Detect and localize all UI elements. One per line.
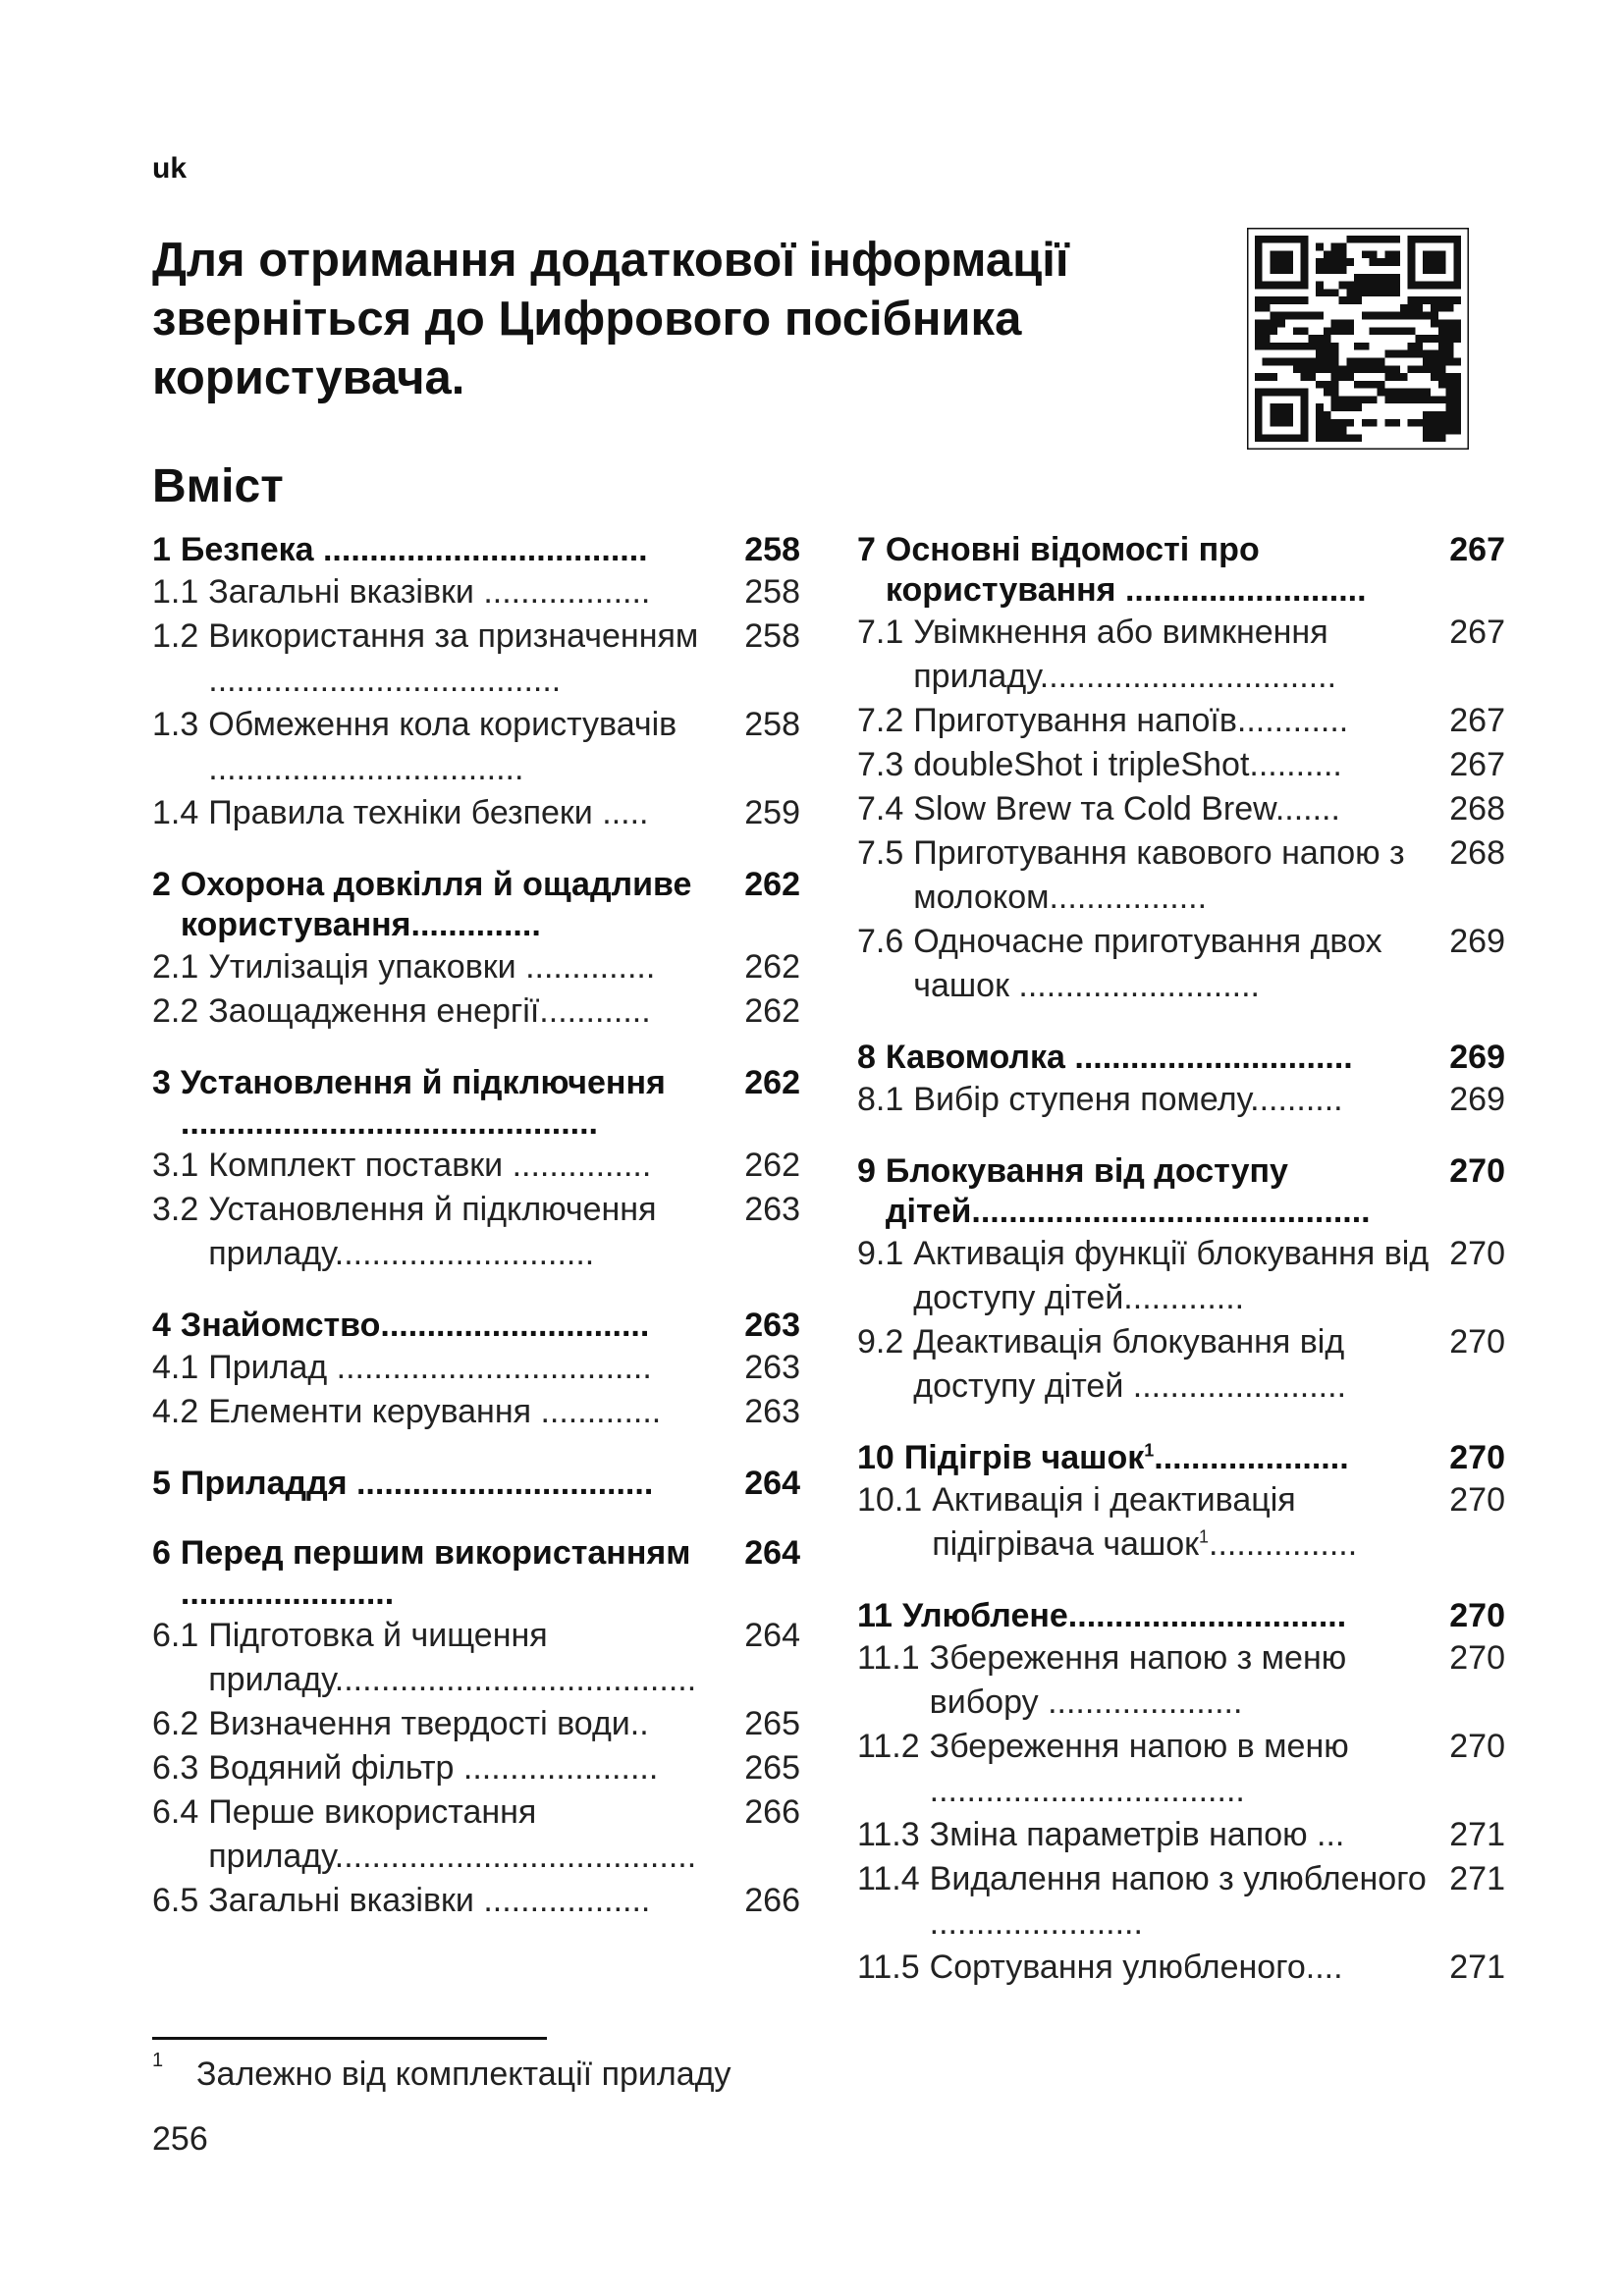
toc-entry-title-text: Визначення твердості води.. <box>208 1705 649 1742</box>
toc-entry-page: 270 <box>1449 1481 1505 1519</box>
toc-chapter-title <box>171 1464 734 1504</box>
toc-entry-title-text: Загальні вказівки .................. <box>208 573 651 611</box>
toc-entry-title-text: Видалення напою з улюбленого ....................... <box>929 1860 1427 1942</box>
toc-chapter[interactable] <box>152 1306 800 1346</box>
toc-entry-title <box>922 1478 1439 1567</box>
toc-entry-title-text: Комплект поставки ............... <box>208 1147 652 1184</box>
toc-chapter-title <box>876 530 1439 611</box>
toc-section <box>857 1038 1505 1122</box>
toc-section <box>152 1063 800 1276</box>
toc-entry-number: 11.5 <box>857 1949 920 1986</box>
toc-chapter-page: 264 <box>744 1534 800 1572</box>
toc-entry[interactable] <box>857 1320 1505 1409</box>
toc-entry-title-text: Активація функції блокування від доступу дітей............. <box>913 1235 1430 1316</box>
toc-section <box>857 1596 1505 1990</box>
toc-entry[interactable] <box>857 831 1505 920</box>
toc-entry[interactable] <box>152 945 800 989</box>
toc-entry-page: 263 <box>744 1393 800 1430</box>
toc-chapter-number: 7 <box>857 531 876 568</box>
toc-entry-title-text: Правила техніки безпеки ..... <box>208 794 649 831</box>
toc-chapter-number: 4 <box>152 1307 171 1344</box>
toc-entry-page: 267 <box>1449 702 1505 739</box>
toc-entry-page: 258 <box>744 573 800 611</box>
toc-entry-title-text: Активація і деактивація підігрівача чашок <box>932 1481 1296 1563</box>
toc-entry-title <box>198 791 734 835</box>
toc-entry[interactable] <box>152 1390 800 1434</box>
toc-entry-page: 265 <box>744 1705 800 1742</box>
toc-entry-number: 1.2 <box>152 617 199 655</box>
toc-entry[interactable] <box>857 920 1505 1008</box>
toc-entry-title <box>920 1857 1440 1946</box>
toc-chapter-number: 2 <box>152 866 171 903</box>
toc-chapter-title-tail: ..................... <box>1154 1439 1349 1476</box>
toc-chapter-number: 9 <box>857 1152 876 1190</box>
toc-chapter-title <box>171 1063 734 1144</box>
toc-chapter-title-text: Підігрів чашок <box>903 1439 1145 1476</box>
toc-entry-number: 9.2 <box>857 1323 904 1361</box>
toc-right-column <box>857 530 1505 2019</box>
toc-chapter-number: 10 <box>857 1439 894 1476</box>
toc-entry-number: 8.1 <box>857 1081 904 1118</box>
toc-entry[interactable] <box>152 570 800 614</box>
toc-section <box>857 1438 1505 1567</box>
toc-entry-number: 11.3 <box>857 1816 920 1853</box>
toc-entry-page: 271 <box>1449 1949 1505 1986</box>
toc-entry-page: 269 <box>1449 923 1505 960</box>
toc-entry-title <box>920 1636 1440 1725</box>
toc-entry-page: 270 <box>1449 1728 1505 1765</box>
toc-entry-number: 11.1 <box>857 1639 920 1677</box>
toc-chapter[interactable] <box>857 530 1505 611</box>
toc-entry-page: 266 <box>744 1793 800 1831</box>
toc-section <box>857 530 1505 1008</box>
toc-chapter-title-text: Перед першим використанням ....................... <box>180 1534 691 1612</box>
toc-entry-title <box>198 703 734 791</box>
toc-entry-page: 266 <box>744 1882 800 1919</box>
toc-chapter-page: 262 <box>744 866 800 903</box>
toc-chapter-number: 6 <box>152 1534 171 1572</box>
toc-entry-number: 7.1 <box>857 614 904 651</box>
toc-entry-title-text: Збереження напою з меню вибору ..................... <box>929 1639 1347 1721</box>
toc-entry-page: 262 <box>744 1147 800 1184</box>
toc-entry-title <box>903 787 1439 831</box>
toc-section <box>857 1151 1505 1409</box>
toc-entry-title-text: Сортування улюбленого.... <box>929 1949 1343 1986</box>
toc-entry-title <box>198 1746 734 1790</box>
toc-entry-title-text: Прилад .................................. <box>208 1349 652 1386</box>
toc-entry-title-text: Перше використання приладу....................................... <box>208 1793 697 1875</box>
toc-entry-title <box>920 1813 1440 1857</box>
toc-entry[interactable] <box>152 1188 800 1276</box>
toc-entry-number: 7.2 <box>857 702 904 739</box>
footnote-reference: 1 <box>1144 1440 1155 1461</box>
toc-entry-title-text: Підготовка й чищення приладу....................................... <box>208 1617 697 1698</box>
toc-entry-title <box>198 989 734 1034</box>
toc-chapter-page: 270 <box>1449 1152 1505 1190</box>
toc-entry-title <box>198 1188 734 1276</box>
toc-entry-title <box>903 743 1439 787</box>
toc-entry-title-text: Одночасне приготування двох чашок .......................... <box>913 923 1382 1004</box>
toc-chapter-title-text: Охорона довкілля й ощадливе користування.............. <box>180 866 692 943</box>
toc-entry[interactable] <box>857 1636 1505 1725</box>
toc-entry-page: 270 <box>1449 1235 1505 1272</box>
toc-entry-title-text: Деактивація блокування від доступу дітей ....................... <box>913 1323 1347 1405</box>
toc-entry-page: 264 <box>744 1617 800 1654</box>
toc-entry[interactable] <box>152 1702 800 1746</box>
toc-entry-number: 7.6 <box>857 923 904 960</box>
toc-entry[interactable] <box>857 699 1505 743</box>
toc-chapter-page: 270 <box>1449 1597 1505 1634</box>
toc-entry-title <box>198 945 734 989</box>
toc-chapter-title <box>171 530 734 570</box>
toc-chapter-page: 264 <box>744 1465 800 1502</box>
toc-entry-number: 2.1 <box>152 948 199 986</box>
toc-chapter-title <box>171 865 734 945</box>
toc-chapter-number: 1 <box>152 531 171 568</box>
toc-entry-number: 7.3 <box>857 746 904 783</box>
toc-entry-number: 7.5 <box>857 834 904 872</box>
toc-entry[interactable] <box>857 1857 1505 1946</box>
toc-section <box>152 865 800 1034</box>
toc-chapter[interactable] <box>857 1438 1505 1478</box>
toc-chapter-title <box>171 1306 734 1346</box>
toc-entry-title-text: Приготування напоїв............ <box>913 702 1349 739</box>
toc-chapter-title-text: Приладдя ................................ <box>180 1465 654 1502</box>
toc-chapter[interactable] <box>152 865 800 945</box>
toc-entry-title-text: Приготування кавового напою з молоком................. <box>913 834 1405 916</box>
toc-entry-title-text: Елементи керування ............. <box>208 1393 662 1430</box>
toc-entry-title <box>198 570 734 614</box>
toc-entry-number: 6.1 <box>152 1617 199 1654</box>
toc-entry-page: 267 <box>1449 746 1505 783</box>
qr-code[interactable] <box>1247 228 1469 450</box>
toc-entry-number: 1.4 <box>152 794 199 831</box>
toc-entry-page: 265 <box>744 1749 800 1787</box>
toc-section <box>152 1533 800 1923</box>
toc-entry[interactable] <box>857 743 1505 787</box>
toc-entry-title <box>903 1320 1439 1409</box>
toc-entry[interactable] <box>152 1614 800 1702</box>
toc-entry-title <box>903 920 1439 1008</box>
toc-chapter-page: 262 <box>744 1064 800 1101</box>
toc-chapter[interactable] <box>152 1533 800 1614</box>
toc-chapter-number: 8 <box>857 1039 876 1076</box>
toc-entry-page: 268 <box>1449 790 1505 828</box>
toc-entry-title-text: Водяний фільтр ..................... <box>208 1749 659 1787</box>
toc-entry-title <box>903 1078 1439 1122</box>
toc-entry-title <box>198 1614 734 1702</box>
toc-entry-title-text: Загальні вказівки .................. <box>208 1882 651 1919</box>
toc-chapter-title-text: Безпека ................................... <box>180 531 648 568</box>
toc-entry[interactable] <box>152 1346 800 1390</box>
toc-entry-title-text: Використання за призначенням ...................................... <box>208 617 699 699</box>
toc-entry-title-text: Увімкнення або вимкнення приладу................................ <box>913 614 1337 695</box>
toc-section <box>152 1306 800 1434</box>
toc-chapter[interactable] <box>857 1151 1505 1232</box>
toc-entry[interactable] <box>857 787 1505 831</box>
toc-entry-title <box>198 1390 734 1434</box>
toc-entry-page: 258 <box>744 706 800 743</box>
toc-chapter-page: 263 <box>744 1307 800 1344</box>
toc-entry[interactable] <box>152 1790 800 1879</box>
toc-entry[interactable] <box>857 611 1505 699</box>
toc-entry-title <box>198 1346 734 1390</box>
toc-chapter-page: 270 <box>1449 1439 1505 1476</box>
toc-chapter-title-text: Установлення й підключення ............................................. <box>180 1064 666 1142</box>
toc-entry-page: 271 <box>1449 1816 1505 1853</box>
toc-entry-page: 271 <box>1449 1860 1505 1897</box>
toc-chapter[interactable] <box>152 1063 800 1144</box>
toc-entry-page: 267 <box>1449 614 1505 651</box>
toc-title: Вміст <box>152 460 284 512</box>
toc-chapter[interactable] <box>857 1596 1505 1636</box>
toc-entry[interactable] <box>857 1478 1505 1567</box>
toc-entry-page: 263 <box>744 1191 800 1228</box>
toc-entry-number: 6.3 <box>152 1749 199 1787</box>
toc-entry-page: 270 <box>1449 1639 1505 1677</box>
toc-entry-number: 9.1 <box>857 1235 904 1272</box>
toc-chapter-number: 5 <box>152 1465 171 1502</box>
toc-entry-title-text: doubleShot і tripleShot.......... <box>913 746 1342 783</box>
toc-chapter[interactable] <box>857 1038 1505 1078</box>
toc-entry[interactable] <box>857 1813 1505 1857</box>
toc-entry-title <box>198 1879 734 1923</box>
toc-entry-number: 4.2 <box>152 1393 199 1430</box>
toc-chapter[interactable] <box>152 1464 800 1504</box>
toc-entry-number: 6.4 <box>152 1793 199 1831</box>
toc-entry-title-text: Вибір ступеня помелу.......... <box>913 1081 1343 1118</box>
toc-entry-title <box>920 1725 1440 1813</box>
toc-entry-title-text: Збереження напою в меню .................................. <box>929 1728 1349 1809</box>
toc-entry-page: 268 <box>1449 834 1505 872</box>
toc-entry-title <box>198 614 734 703</box>
toc-chapter-title-text: Кавомолка .............................. <box>885 1039 1353 1076</box>
toc-chapter-title <box>876 1038 1439 1078</box>
toc-entry-title <box>198 1702 734 1746</box>
toc-entry-page: 259 <box>744 794 800 831</box>
toc-entry-title <box>920 1946 1440 1990</box>
toc-chapter-title-text: Блокування від доступу дітей........................................... <box>885 1152 1371 1230</box>
toc-chapter-number: 3 <box>152 1064 171 1101</box>
toc-entry[interactable] <box>152 989 800 1034</box>
toc-section <box>152 530 800 835</box>
footnote-rule <box>152 2037 547 2040</box>
toc-entry-title-text: Заощадження енергії............ <box>208 992 651 1030</box>
toc-chapter-title <box>894 1438 1439 1478</box>
toc-entry-title <box>903 1232 1439 1320</box>
toc-entry-number: 3.1 <box>152 1147 199 1184</box>
footnote-mark: 1 <box>152 2050 164 2071</box>
toc-entry[interactable] <box>152 614 800 703</box>
toc-chapter-title <box>893 1596 1439 1636</box>
toc-entry-title-text: Зміна параметрів напою ... <box>929 1816 1345 1853</box>
footnote-reference: 1 <box>1199 1526 1210 1547</box>
toc-entry[interactable] <box>857 1078 1505 1122</box>
toc-entry-number: 1.1 <box>152 573 199 611</box>
digital-manual-headline: Для отримання додаткової інформації зверніться до Цифрового посібника користувача. <box>152 234 1069 404</box>
toc-entry[interactable] <box>152 1879 800 1923</box>
toc-entry-page: 269 <box>1449 1081 1505 1118</box>
toc-chapter-title-text: Основні відомості про користування .......................... <box>885 531 1367 609</box>
toc-entry-title-text: Обмеження кола користувачів .................................. <box>208 706 677 787</box>
toc-entry-number: 3.2 <box>152 1191 199 1228</box>
toc-entry-number: 7.4 <box>857 790 904 828</box>
toc-left-column <box>152 530 800 1952</box>
toc-entry-page: 262 <box>744 948 800 986</box>
footnote <box>152 2050 731 2094</box>
toc-section <box>152 1464 800 1504</box>
toc-entry[interactable] <box>152 703 800 791</box>
toc-entry-number: 1.3 <box>152 706 199 743</box>
toc-chapter-title-text: Улюблене.............................. <box>901 1597 1347 1634</box>
toc-entry-number: 11.2 <box>857 1728 920 1765</box>
language-code: uk <box>152 152 188 185</box>
toc-chapter-title <box>876 1151 1439 1232</box>
toc-entry-number: 2.2 <box>152 992 199 1030</box>
toc-entry-title <box>903 611 1439 699</box>
toc-entry-title-text: Установлення й підключення приладу............................ <box>208 1191 657 1272</box>
toc-entry-title-text: Утилізація упаковки .............. <box>208 948 656 986</box>
toc-entry[interactable] <box>152 1144 800 1188</box>
toc-entry[interactable] <box>152 1746 800 1790</box>
toc-chapter-number: 11 <box>857 1597 893 1634</box>
toc-entry-number: 11.4 <box>857 1860 920 1897</box>
toc-entry-title-tail: ................ <box>1209 1525 1358 1563</box>
toc-chapter-title <box>171 1533 734 1614</box>
toc-entry-number: 6.2 <box>152 1705 199 1742</box>
footnote-text: Залежно від комплектації приладу <box>196 2056 731 2093</box>
toc-entry-number: 4.1 <box>152 1349 199 1386</box>
toc-entry-title <box>198 1144 734 1188</box>
toc-entry-number: 10.1 <box>857 1481 923 1519</box>
toc-entry-title <box>903 831 1439 920</box>
toc-chapter-page: 269 <box>1449 1039 1505 1076</box>
toc-chapter-title-text: Знайомство............................. <box>180 1307 650 1344</box>
toc-entry[interactable] <box>857 1725 1505 1813</box>
toc-chapter-page: 267 <box>1449 531 1505 568</box>
toc-entry[interactable] <box>857 1232 1505 1320</box>
toc-entry-page: 270 <box>1449 1323 1505 1361</box>
toc-entry-title-text: Slow Brew та Cold Brew....... <box>913 790 1340 828</box>
toc-entry-number: 6.5 <box>152 1882 199 1919</box>
toc-entry-page: 258 <box>744 617 800 655</box>
toc-entry[interactable] <box>152 791 800 835</box>
toc-chapter[interactable] <box>152 530 800 570</box>
toc-entry-title <box>903 699 1439 743</box>
toc-entry-page: 263 <box>744 1349 800 1386</box>
toc-entry-title <box>198 1790 734 1879</box>
toc-entry-page: 262 <box>744 992 800 1030</box>
toc-chapter-page: 258 <box>744 531 800 568</box>
toc-entry[interactable] <box>857 1946 1505 1990</box>
page-number: 256 <box>152 2120 208 2158</box>
